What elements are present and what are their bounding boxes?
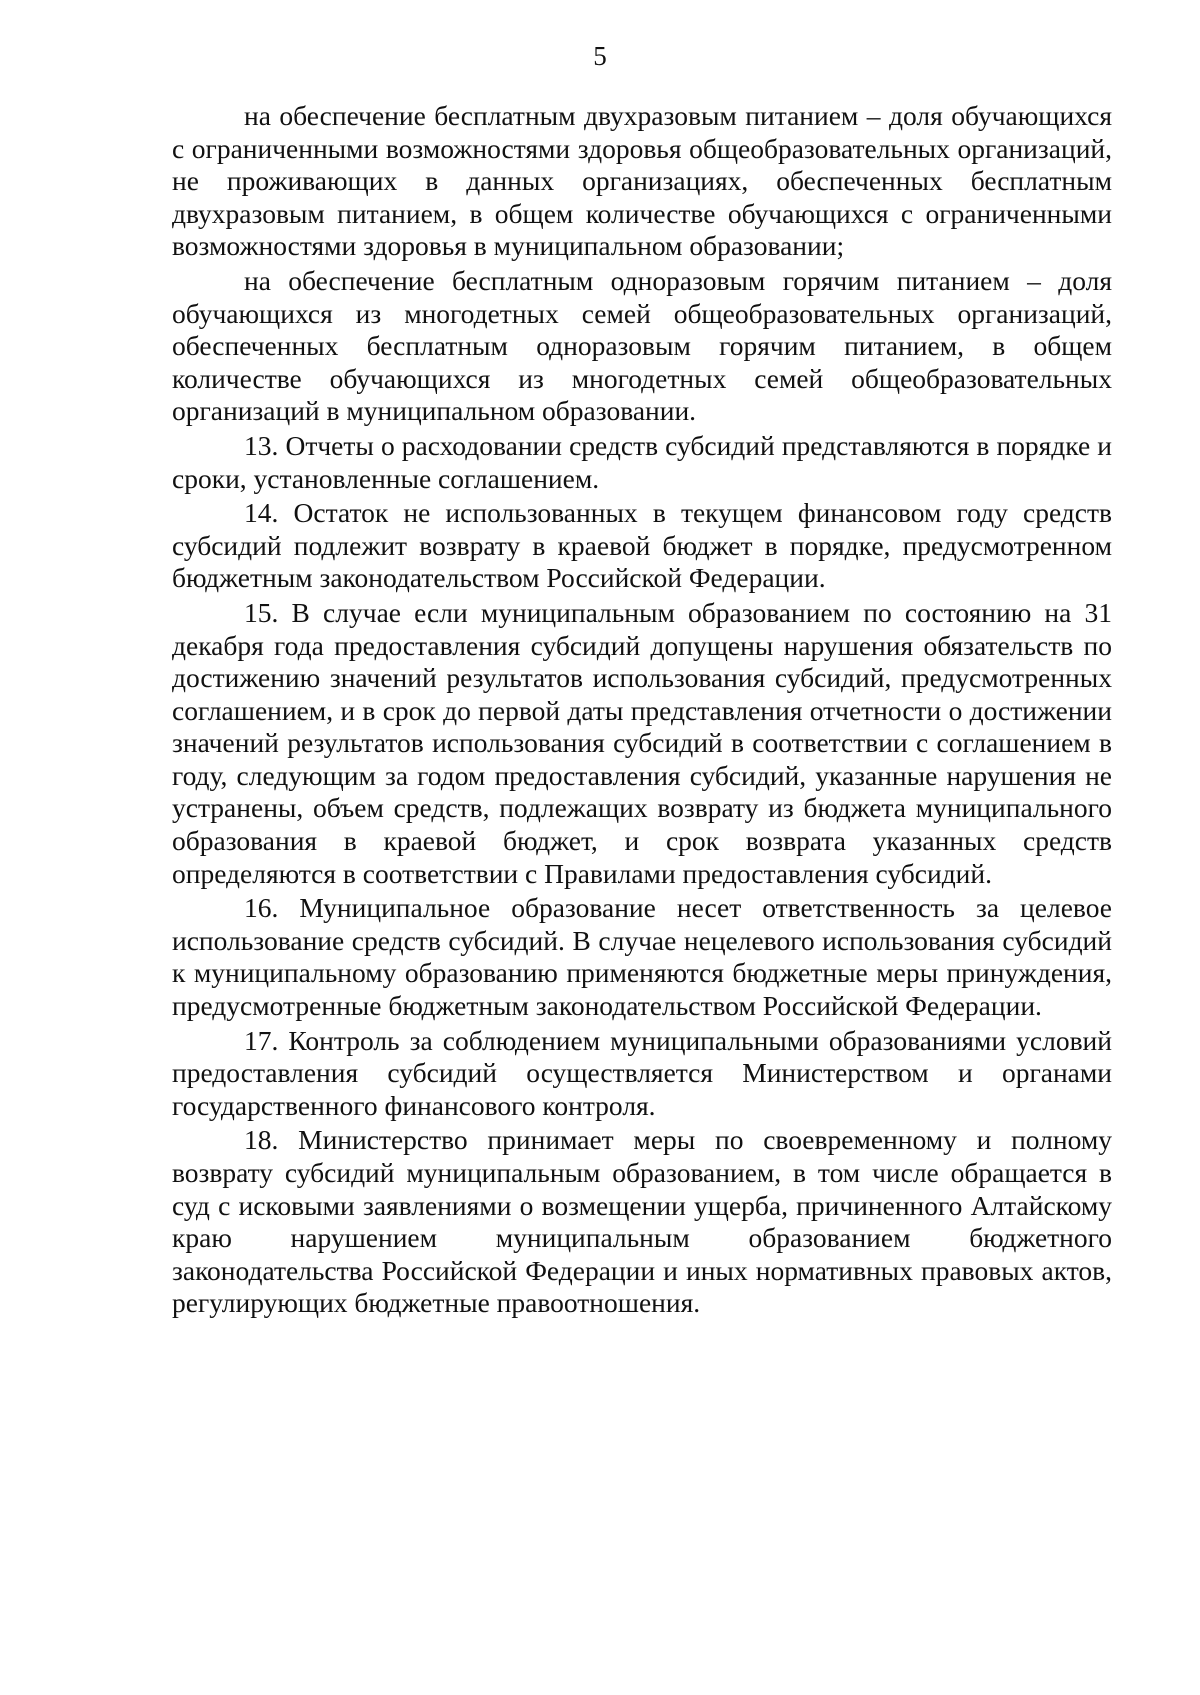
paragraph-17-control: 17. Контроль за соблюдением муниципальными образованиями условий предоставления субсидий осуществляется Министерством и органами государственного финансового контроля. — [172, 1024, 1112, 1121]
paragraph-two-meal-indicator: на обеспечение бесплатным двухразовым питанием – доля обучающихся с ограниченными возможностями здоровья общеобразовательных организаций, не проживающих в данных организациях, обеспеченных бесплатным двухразовым питанием, в общем количестве обучающихся с ограниченными возможностями здоровья в муниципальном образовании; — [172, 100, 1112, 262]
paragraph-16-responsibility: 16. Муниципальное образование несет ответственность за целевое использование средств субсидий. В случае нецелевого использования субсидий к муниципальному образованию применяются бюджетные меры принуждения, предусмотренные бюджетным законодательством Российской Федерации. — [172, 892, 1112, 1022]
paragraph-18-ministry-measures: 18. Министерство принимает меры по своевременному и полному возврату субсидий муниципальным образованием, в том числе обращается в суд с исковыми заявлениями о возмещении ущерба, причиненного Алтайскому краю нарушением муниципальным образованием бюджетного законодательства Российской Федерации и иных нормативных правовых актов, регулирующих бюджетные правоотношения. — [172, 1124, 1112, 1319]
paragraph-hot-meal-indicator: на обеспечение бесплатным одноразовым горячим питанием – доля обучающихся из многодетных семей общеобразовательных организаций, обеспеченных бесплатным одноразовым горячим питанием, в общем количестве обучающихся из многодетных семей общеобразовательных организаций в муниципальном образовании. — [172, 264, 1112, 427]
paragraph-15-violations: 15. В случае если муниципальным образованием по состоянию на 31 декабря года предоставления субсидий допущены нарушения обязательств по достижению значений результатов использования субсидий, предусмотренных соглашением, и в срок до первой даты представления отчетности о достижении значений результатов использования субсидий в соответствии с соглашением в году, следующим за годом предоставления субсидий, указанные нарушения не устранены, объем средств, подлежащих возврату из бюджета муниципального образования в краевой бюджет, и срок возврата указанных средств определяются в соответствии с Правилами предоставления субсидий. — [172, 596, 1112, 889]
paragraph-13-reports: 13. Отчеты о расходовании средств субсидий представляются в порядке и сроки, установленные соглашением. — [172, 429, 1112, 494]
page-number: 5 — [593, 41, 607, 71]
document-body — [172, 100, 1112, 1322]
paragraph-14-remainder: 14. Остаток не использованных в текущем финансовом году средств субсидий подлежит возврату в краевой бюджет в порядке, предусмотренном бюджетным законодательством Российской Федерации. — [172, 497, 1112, 594]
